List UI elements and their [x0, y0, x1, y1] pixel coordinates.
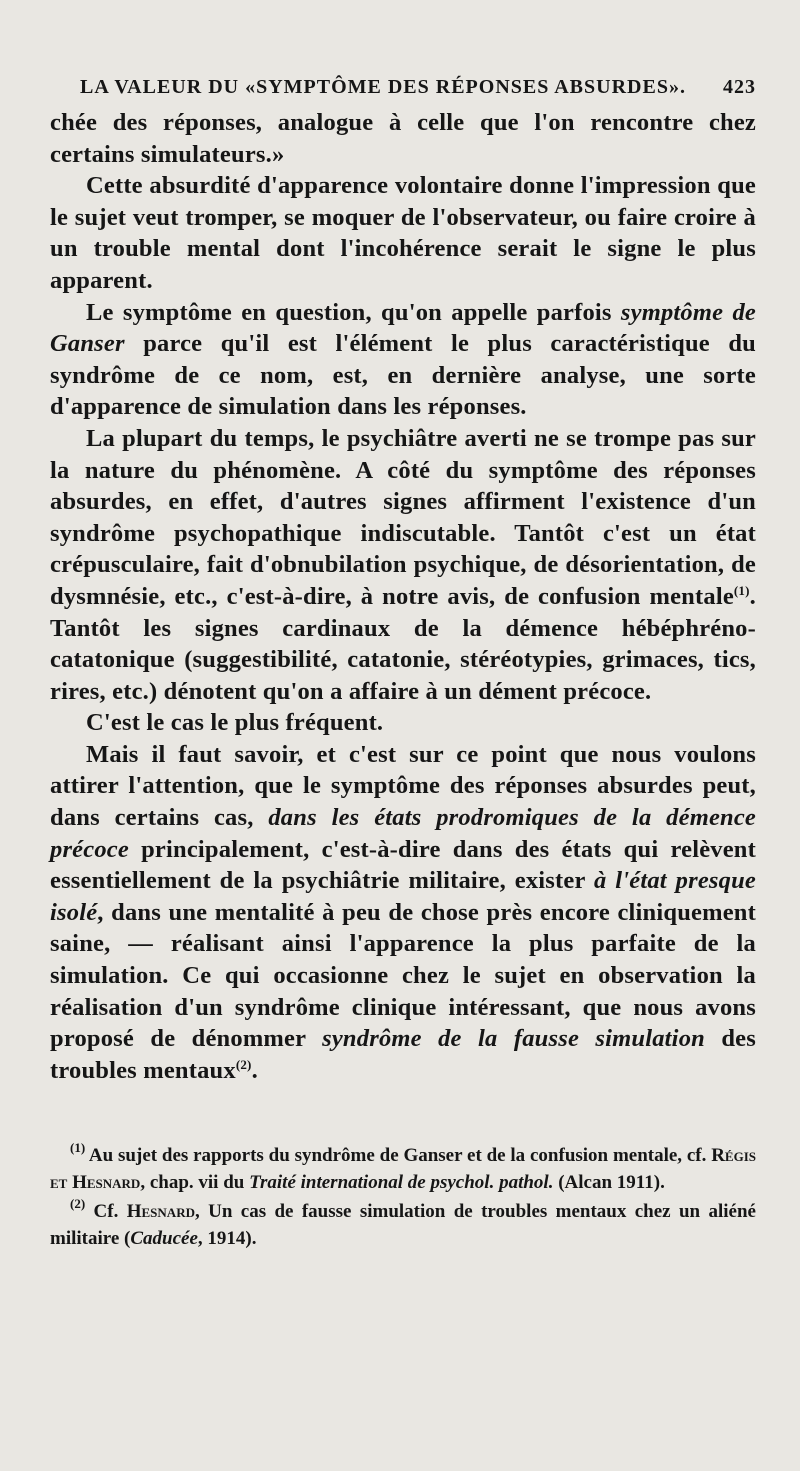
p6-italic-2: à l'état presque isolé	[50, 867, 756, 926]
p3-text-b: parce qu'il est l'élément le plus caractéristique du syndrôme de ce nom, est, en dernière analyse, une sorte d'apparence de simulation dans les réponses.	[50, 330, 756, 421]
body-text	[50, 107, 756, 1086]
p4-text-b: . Tantôt les signes cardinaux de la démence hébéphréno-catatonique (suggestibilité, catatonie, stéréotypies, grimaces, tics, rires, etc.) dénotent qu'on a affaire à un dément précoce.	[50, 582, 756, 705]
footnotes	[50, 1142, 756, 1252]
running-title: LA VALEUR DU «SYMPTÔME DES RÉPONSES ABSURDES».	[80, 76, 686, 98]
paragraph-1: chée des réponses, analogue à celle que l'on rencontre chez certains simulateurs.»	[50, 109, 756, 168]
fn1-work-title: Traité international de psychol. pathol.	[249, 1172, 554, 1194]
paragraph-2: Cette absurdité d'apparence volontaire donne l'impression que le sujet veut tromper, se moquer de l'observateur, ou faire croire à un trouble mental dont l'incohérence serait le signe le plus apparent.	[50, 172, 756, 294]
p6-text-e: .	[251, 1056, 258, 1084]
footnote-ref-2: (2)	[235, 1056, 252, 1072]
fn2-text-c: , 1914).	[197, 1228, 257, 1250]
paragraph-5: C'est le cas le plus fréquent.	[86, 709, 384, 737]
p6-text-d: des troubles mentaux	[50, 1025, 756, 1084]
p6-text-a: Mais il faut savoir, et c'est sur ce point que nous voulons attirer l'attention, que le symptôme des réponses absurdes peut, dans certains cas,	[50, 740, 756, 832]
running-head	[80, 76, 756, 99]
p4-text-a: La plupart du temps, le psychiâtre averti ne se trompe pas sur la nature du phénomène. A côté du symptôme des réponses absurdes, en effet, d'autres signes affirment l'existence d'un syndrôme psychopathique indiscutable. Tantôt c'est un état crépusculaire, fait d'obnubilation psychique, de désorientation, de dysmnésie, etc., c'est-à-dire, à notre avis, de confusion mentale	[50, 424, 756, 610]
fn2-journal: Caducée	[130, 1228, 198, 1250]
footnote-ref-1: (1)	[733, 582, 750, 598]
footnote-1	[50, 1142, 756, 1196]
p6-text-c: , dans une mentalité à peu de chose près encore cliniquement saine, — réalisant ainsi l'apparence la plus parfaite de la simulation. Ce qui occasionne chez le sujet en observation la réalisation d'un syndrôme clinique intéressant, que nous avons proposé de dénommer	[50, 898, 756, 1053]
page-number: 423	[723, 76, 756, 98]
p3-text-a: Le symptôme en question, qu'on appelle parfois	[86, 298, 621, 326]
fn2-author: Hesnard	[126, 1201, 195, 1223]
p6-text-b: principalement, c'est-à-dire dans des états qui relèvent essentiellement de la psychiâtrie militaire, exister	[50, 835, 756, 895]
paragraph-6	[50, 739, 756, 1087]
p3-italic: symptôme de Ganser	[50, 298, 756, 358]
footnote-1-mark: (1)	[70, 1140, 86, 1156]
footnote-2	[50, 1198, 756, 1252]
fn1-authors: Régis et Hesnard	[50, 1145, 756, 1194]
fn1-text-a: Au sujet des rapports du syndrôme de Ganser et de la confusion mentale, cf.	[85, 1145, 712, 1167]
fn2-text-b: , Un cas de fausse simulation de troubles mentaux chez un aliéné militaire (	[50, 1201, 756, 1250]
paragraph-4	[50, 423, 756, 707]
footnote-2-mark: (2)	[70, 1196, 86, 1212]
p6-italic-1: dans les états prodromiques de la démence précoce	[50, 804, 756, 863]
p6-italic-3: syndrôme de la fausse simulation	[322, 1025, 705, 1053]
fn1-text-b: , chap. vii du	[140, 1172, 250, 1194]
fn2-text-a: Cf.	[85, 1201, 127, 1223]
paragraph-3	[50, 297, 756, 423]
fn1-text-c: (Alcan 1911).	[553, 1172, 665, 1194]
